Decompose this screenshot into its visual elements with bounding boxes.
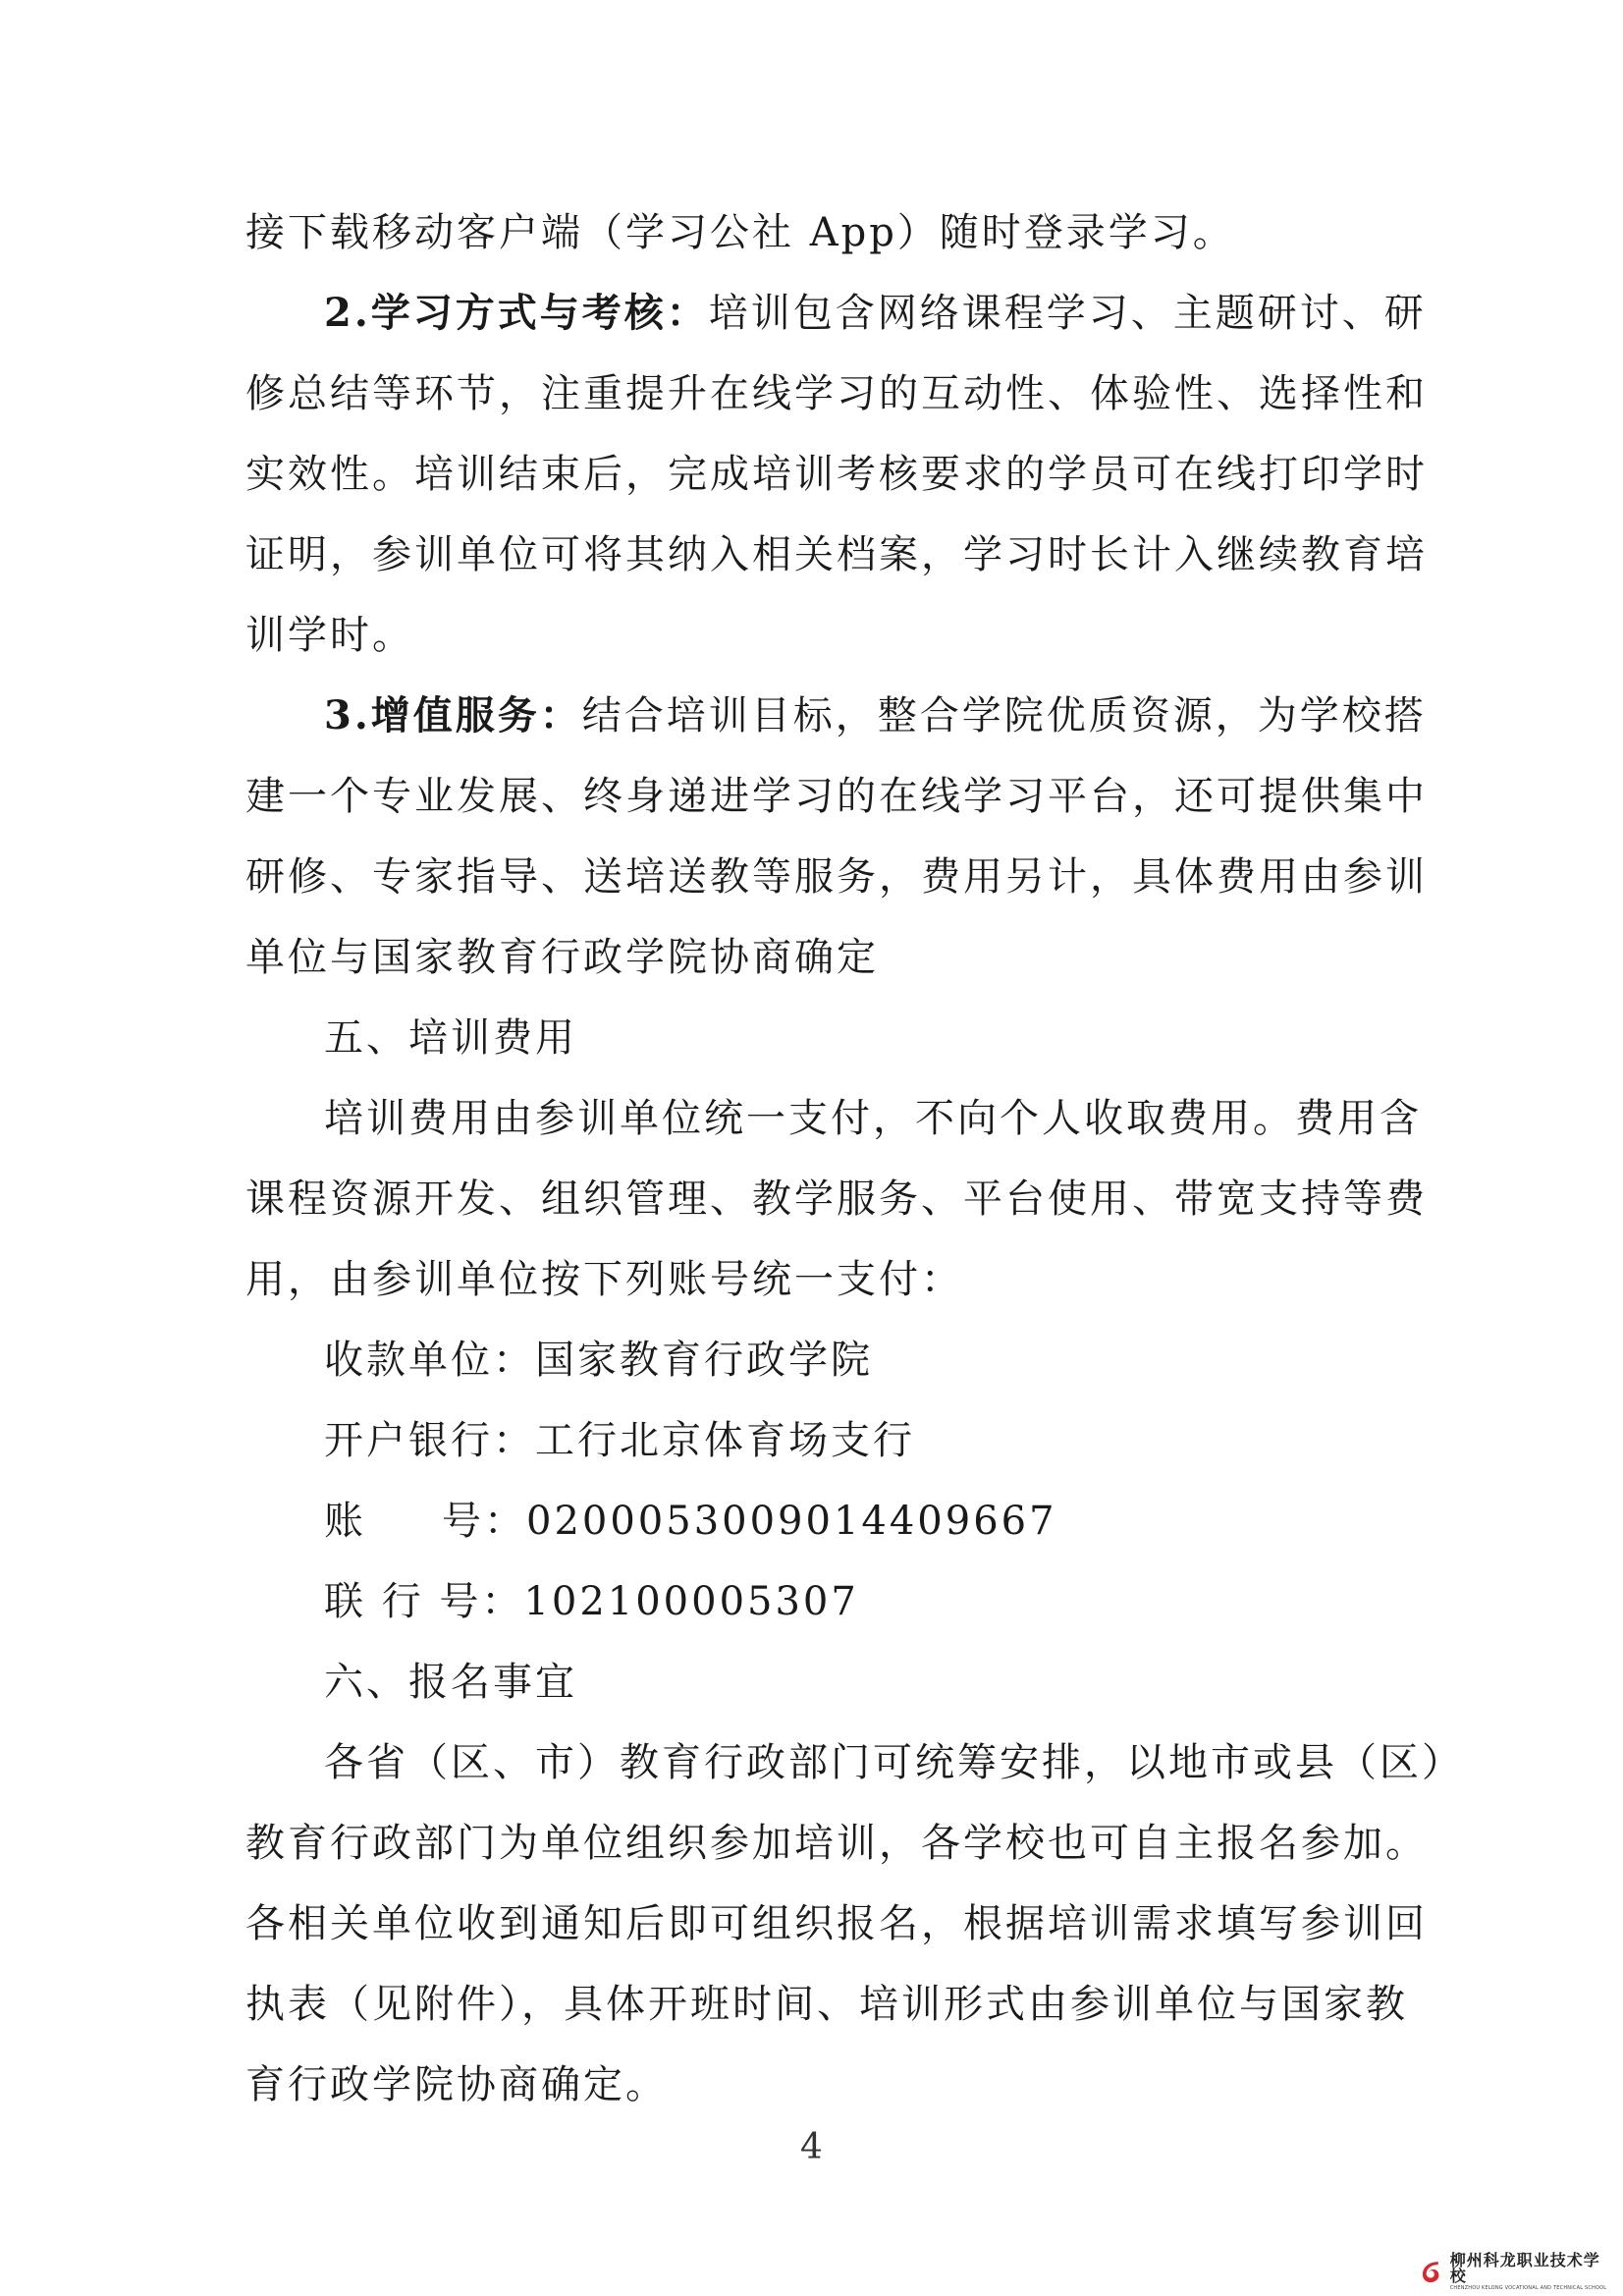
paragraph-line: 训学时。 xyxy=(245,613,414,658)
paragraph-line: 执表（见附件），具体开班时间、培训形式由参训单位与国家教 xyxy=(245,1982,1408,2027)
paragraph-line: 培训费用由参训单位统一支付，不向个人收取费用。费用含 xyxy=(324,1096,1422,1141)
document-body xyxy=(245,192,1464,2125)
account-row xyxy=(245,1481,1384,1561)
section-heading: 六、报名事宜 xyxy=(324,1660,577,1705)
paragraph-line: 建一个专业发展、终身递进学习的在线学习平台，还可提供集中 xyxy=(245,774,1428,819)
paragraph-line: 实效性。培训结束后，完成培训考核要求的学员可在线打印学时 xyxy=(245,452,1428,497)
routing-value: 102100005307 xyxy=(523,1579,859,1624)
paragraph-line: 单位与国家教育行政学院协商确定 xyxy=(245,935,879,980)
school-name-cn: 柳州科龙职业技术学校 xyxy=(1449,2250,1600,2285)
paragraph-text: 培训包含网络课程学习、主题研讨、研 xyxy=(708,291,1427,336)
paragraph-line xyxy=(245,273,1427,354)
account-label-suffix: 号： xyxy=(442,1499,526,1544)
routing-row xyxy=(245,1561,1384,1642)
paragraph-line: 研修、专家指导、送培送教等服务，费用另计，具体费用由参训 xyxy=(245,854,1428,900)
paragraph-line: 教育行政部门为单位组织参加培训，各学校也可自主报名参加。 xyxy=(245,1821,1428,1866)
payee-label: 收款单位： xyxy=(324,1338,535,1383)
paragraph-line xyxy=(245,676,1427,756)
school-name-en: CHENZHOU KELONG VOCATIONAL AND TECHNICAL SCHOOL xyxy=(1449,2284,1607,2291)
paragraph-line: 修总结等环节，注重提升在线学习的互动性、体验性、选择性和 xyxy=(245,371,1428,416)
routing-label: 联 行 号： xyxy=(324,1579,524,1624)
paragraph-line: 证明，参训单位可将其纳入相关档案，学习时长计入继续教育培 xyxy=(245,532,1428,577)
paragraph-line: 各省（区、市）教育行政部门可统筹安排，以地市或县（区） xyxy=(324,1740,1464,1785)
bank-value: 工行北京体育场支行 xyxy=(535,1418,915,1463)
account-value: 0200053009014409667 xyxy=(526,1499,1057,1544)
account-label: 账 xyxy=(324,1499,366,1544)
paragraph-line: 育行政学院协商确定。 xyxy=(245,2062,668,2107)
bank-row xyxy=(245,1400,1384,1481)
school-watermark xyxy=(1419,2250,1615,2291)
paragraph-line: 用，由参训单位按下列账号统一支付： xyxy=(245,1257,963,1302)
page-number: 4 xyxy=(800,2127,823,2167)
section-label: 3.增值服务： xyxy=(324,692,582,738)
paragraph-text: 结合培训目标，整合学院优质资源，为学校搭 xyxy=(581,693,1427,738)
paragraph-line: 各相关单位收到通知后即可组织报名，根据培训需求填写参训回 xyxy=(245,1901,1428,1946)
school-logo-icon xyxy=(1419,2258,1446,2285)
paragraph-line: 接下载移动客户端（学习公社 App）随时登录学习。 xyxy=(245,210,1235,255)
paragraph-line: 课程资源开发、组织管理、教学服务、平台使用、带宽支持等费 xyxy=(245,1176,1428,1222)
payee-value: 国家教育行政学院 xyxy=(535,1338,873,1383)
payee-row xyxy=(245,1320,1384,1400)
bank-label: 开户银行： xyxy=(324,1418,535,1463)
section-heading: 五、培训费用 xyxy=(324,1015,577,1061)
section-label: 2.学习方式与考核： xyxy=(324,290,709,336)
